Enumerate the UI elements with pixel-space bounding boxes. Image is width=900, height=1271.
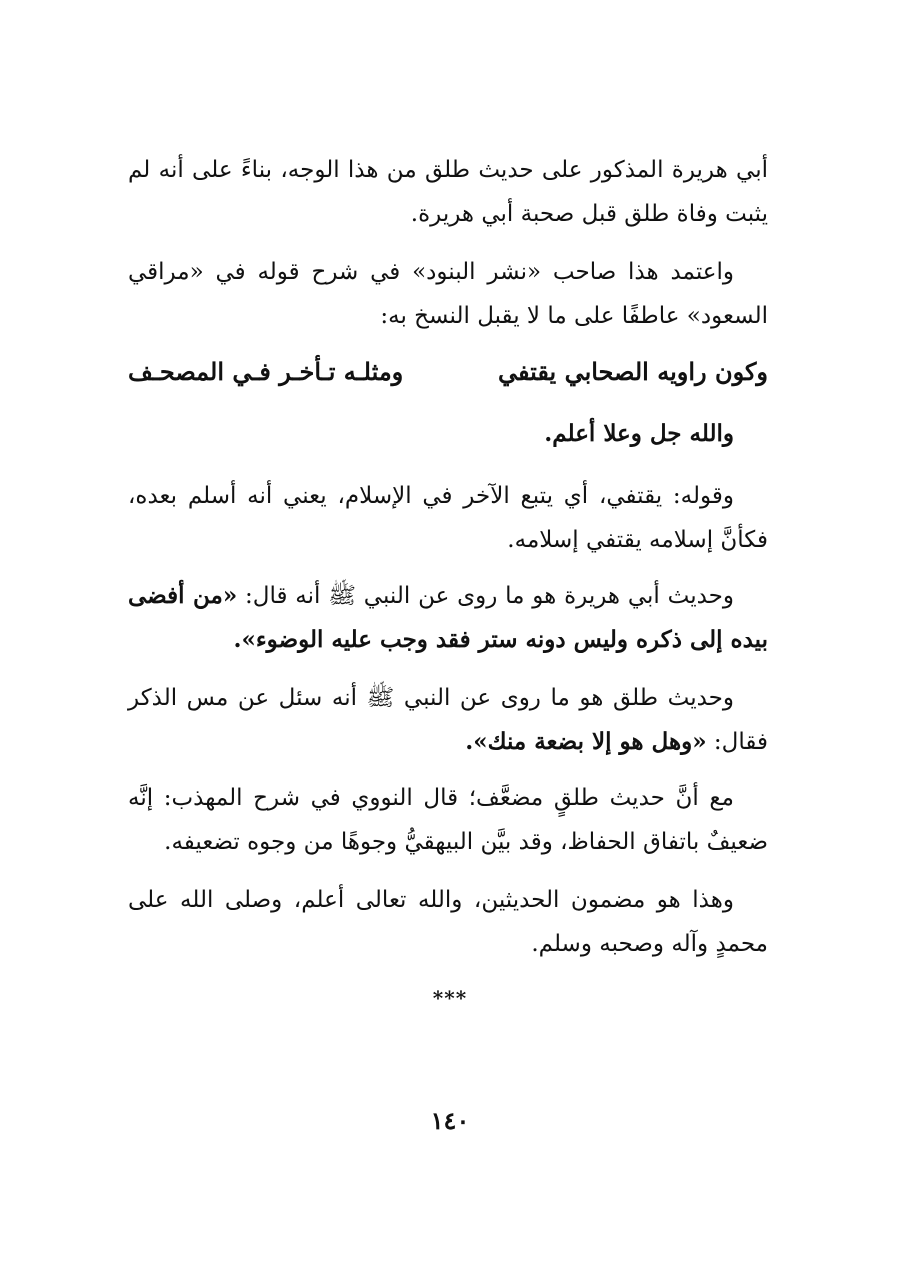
paragraph-5 [128, 574, 768, 662]
verse-second-hemistich: ومثلـه تـأخـر فـي المصحـف [128, 357, 404, 386]
paragraph-8 [128, 878, 768, 966]
paragraph-4 [128, 474, 768, 562]
page-number: ١٤٠ [430, 1106, 470, 1135]
paragraph-4-text: وقوله: يقتفي، أي يتبع الآخر في الإسلام، يعني أنه أسلم بعده، فكأنَّ إسلامه يقتفي إسلامه. [128, 483, 768, 553]
paragraph-3-text: والله جل وعلا أعلم. [544, 420, 734, 447]
paragraph-1-text: أبي هريرة المذكور على حديث طلق من هذا الوجه، بناءً على أنه لم يثبت وفاة طلق قبل صحبة أبي هريرة. [128, 157, 768, 227]
paragraph-1 [128, 148, 768, 236]
paragraph-5-hadith-quote: «من أفضى بيده إلى ذكره وليس دونه ستر فقد وجب عليه الوضوء». [128, 582, 768, 653]
paragraph-3 [128, 412, 768, 456]
paragraph-6-hadith-quote: «وهل هو إلا بضعة منك». [465, 728, 707, 755]
paragraph-2-text: واعتمد هذا صاحب «نشر البنود» في شرح قوله في «مراقي السعود» عاطفًا على ما لا يقبل النسخ به: [128, 259, 768, 329]
poetry-verse [128, 350, 768, 394]
paragraph-7 [128, 776, 768, 864]
section-separator: *** [432, 986, 468, 1010]
paragraph-6 [128, 676, 768, 764]
paragraph-8-text: وهذا هو مضمون الحديثين، والله تعالى أعلم، وصلى الله على محمدٍ وآله وصحبه وسلم. [128, 887, 768, 957]
verse-first-hemistich: وكون راويه الصحابي يقتفي [498, 357, 768, 386]
paragraph-7-text: مع أنَّ حديث طلقٍ مضعَّف؛ قال النووي في شرح المهذب: إنَّه ضعيفٌ باتفاق الحفاظ، وقد بيَّن البيهقيُّ وجوهًا من وجوه تضعيفه. [128, 785, 768, 855]
paragraph-2 [128, 250, 768, 338]
paragraph-6-intro: وحديث طلق هو ما روى عن النبي ﷺ أنه سئل عن مس الذكر فقال: [128, 685, 768, 755]
paragraph-5-intro: وحديث أبي هريرة هو ما روى عن النبي ﷺ أنه قال: [237, 583, 734, 609]
